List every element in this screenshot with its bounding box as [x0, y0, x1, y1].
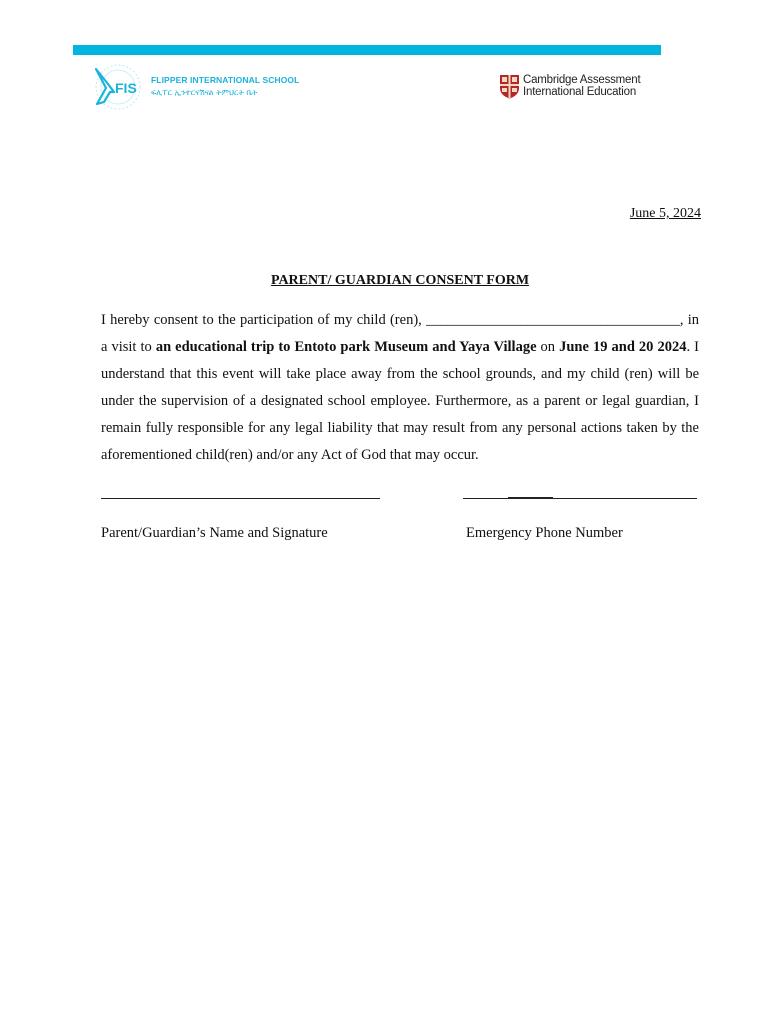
school-name: FLIPPER INTERNATIONAL SCHOOL: [151, 75, 300, 85]
consent-terms: . I understand that this event will take place away from the school grounds, and my child (ren) will be under the supervision of a designated school employee. Furthermore, as a parent or legal guardian, I remain fully responsible for any legal liability that may result from any personal actions taken by the aforementioned child(ren) and/or any Act of God that may occur.: [101, 339, 699, 463]
cambridge-logo-line1: Cambridge Assessment: [523, 74, 641, 86]
phone-number-line[interactable]: [463, 498, 697, 499]
phone-line-mark: [508, 497, 553, 499]
comma: ,: [679, 312, 684, 328]
cambridge-logo-line2: International Education: [523, 86, 637, 98]
form-title: PARENT/ GUARDIAN CONSENT FORM: [270, 273, 530, 288]
signature-line[interactable]: [101, 498, 380, 499]
child-name-blank[interactable]: ___________________________________: [426, 312, 680, 328]
document-date: June 5, 2024: [629, 206, 701, 221]
on-word: on: [536, 339, 560, 355]
header-accent-bar: [73, 45, 661, 55]
trip-dates: June 19 and 20 2024: [559, 339, 687, 355]
phone-number-label: Emergency Phone Number: [466, 525, 623, 541]
school-logo: [92, 62, 312, 112]
signature-label: Parent/Guardian’s Name and Signature: [101, 525, 328, 541]
shark-fin-icon: [92, 62, 144, 112]
cambridge-shield-icon: [499, 74, 520, 99]
school-abbreviation: FIS: [115, 80, 137, 96]
consent-paragraph: [101, 307, 699, 469]
cambridge-logo: [499, 73, 649, 101]
consent-intro: I hereby consent to the participation of my child (ren),: [101, 312, 427, 328]
school-name-amharic: ፍሊፐር ኢንተርናሽናል ትምህርት ቤት: [151, 88, 258, 97]
trip-name: an educational trip to Entoto park Museum and Yaya Village: [155, 339, 537, 355]
visit-prefix: in a visit to: [101, 312, 699, 355]
